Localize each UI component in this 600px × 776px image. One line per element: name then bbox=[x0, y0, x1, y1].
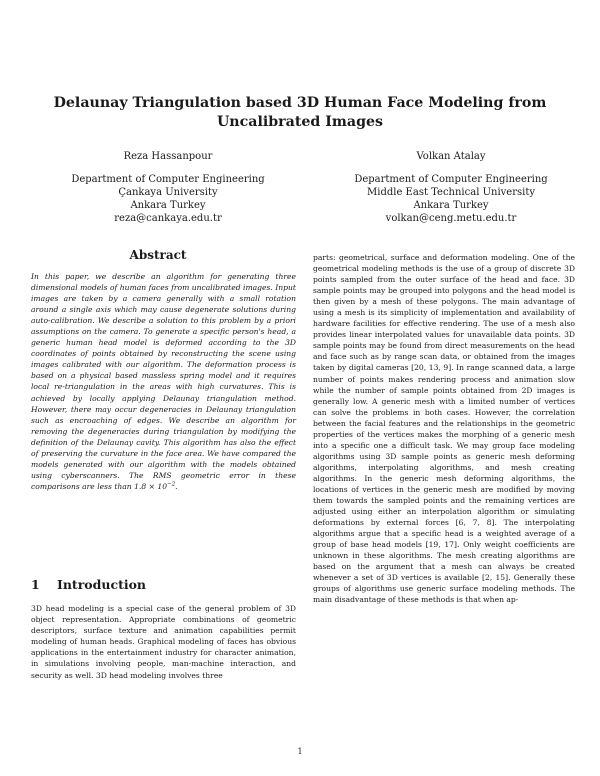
affiliation-department: Department of Computer Engineering bbox=[354, 174, 548, 185]
affiliation-department: Department of Computer Engineering bbox=[71, 174, 265, 185]
paper-title: Delaunay Triangulation based 3D Human Face Modeling from Uncalibrated Images bbox=[53, 95, 547, 130]
affiliation-location: Ankara Turkey bbox=[413, 200, 489, 211]
abstract-rms-value bbox=[134, 481, 178, 491]
author-affiliation-1 bbox=[38, 173, 298, 225]
abstract-body bbox=[31, 271, 296, 492]
page-number: 1 bbox=[297, 747, 303, 756]
introduction-paragraph: 3D head modeling is a special case of the general problem of 3D object representation. Appropriate combinations of geometric descriptors, surface texture and animation capabilities permit modeling of human heads. Graphical modeling of faces has obvious applications in the entertainment industry for character animation, in simulations involving people, man-machine interaction, and security as well. 3D head modeling involves three bbox=[31, 604, 296, 680]
author-affiliation-2 bbox=[321, 173, 581, 225]
affiliation-location: Ankara Turkey bbox=[130, 200, 206, 211]
section-number: 1 bbox=[31, 577, 40, 592]
author-email: volkan@ceng.metu.edu.tr bbox=[385, 213, 517, 224]
affiliation-university: Middle East Technical University bbox=[367, 187, 535, 198]
abstract-end: . bbox=[175, 481, 178, 491]
author-email: reza@cankaya.edu.tr bbox=[114, 213, 222, 224]
author-name-2: Volkan Atalay bbox=[416, 151, 486, 162]
abstract-heading: Abstract bbox=[129, 248, 187, 262]
section-heading-introduction bbox=[31, 577, 296, 593]
affiliation-university: Çankaya University bbox=[118, 187, 218, 198]
author-name-1: Reza Hassanpour bbox=[123, 151, 213, 162]
abstract-text: In this paper, we describe an algorithm for generating three dimensional models of human faces from uncalibrated images. Input images are taken by a camera generally with a small rotation around a single axis which may cause degenerate solutions during auto-calibration. We describe a solution to this problem by a priori assumptions on the camera. To generate a specific person's head, a generic human head model is deformed according to the 3D coordinates of points obtained by reconstructing the scene using images calibrated with our algorithm. The deformation process is based on a physical based massless spring model and it requires local re-triangulation in the areas with high curvatures. This is achieved by locally applying Delaunay triangulation method. However, there may occur degeneracies in Delaunay triangulation such as encroaching of edges. We describe an algorithm for removing the degeneracies during triangulation by modifying the definition of the Delaunay cavity. This algorithm has also the effect of preserving the curvature in the face area. We have compared the models generated with our algorithm with the models obtained using cyberscanners. The RMS geometric error in these comparisons are less than bbox=[31, 272, 296, 491]
right-column-paragraph: parts: geometrical, surface and deformation modeling. One of the geometrical modeling methods is the use of a group of discrete 3D points sampled from the outer surface of the head and face. 3D sample points may be grouped into polygons and the head model is then given by a mesh of these polygons. The main advantage of using a mesh is its simplicity of implementation and availability of hardware facilities for effective rendering. The use of a mesh also provides linear interpolated values for unavailable data points. 3D sample points may be found from direct measurements on the head and face such as by range scan data, or obtained from the images taken by digital cameras [20, 13, 9]. In range scanned data, a large number of points makes rendering process and animation slow while the number of sample points obtained from 2D images is generally low. A generic mesh with a limited number of vertices can solve the problems in both cases. However, the correlation between the facial features and the relationships in the geometric properties of the vertices makes the morphing of a generic mesh into a specific one a difficult task. We may group face modeling algorithms using 3D sample points as generic mesh deforming algorithms, interpolating algorithms, and mesh creating algorithms. In the generic mesh deforming algorithms, the locations of vertices in the generic mesh are modified by moving them towards the sampled points and the remaining vertices are adjusted using either an interpolation algorithm or simulating deformations by external forces [6, 7, 8]. The interpolating algorithms argue that a specific head is a weighted average of a group of base head models [19, 17]. Only weight coefficients are unknown in these algorithms. The mesh creating algorithms are based on the argument that a mesh can always be created whenever a set of 3D vertices is available [2, 15]. Generally these groups of algorithms use generic surface modeling methods. The main disadvantage of these methods is that when ap- bbox=[313, 253, 575, 605]
section-title: Introduction bbox=[57, 577, 147, 592]
rms-value-base: 1.8 × 10 bbox=[134, 481, 168, 491]
rms-value-exponent: −2 bbox=[167, 481, 176, 488]
